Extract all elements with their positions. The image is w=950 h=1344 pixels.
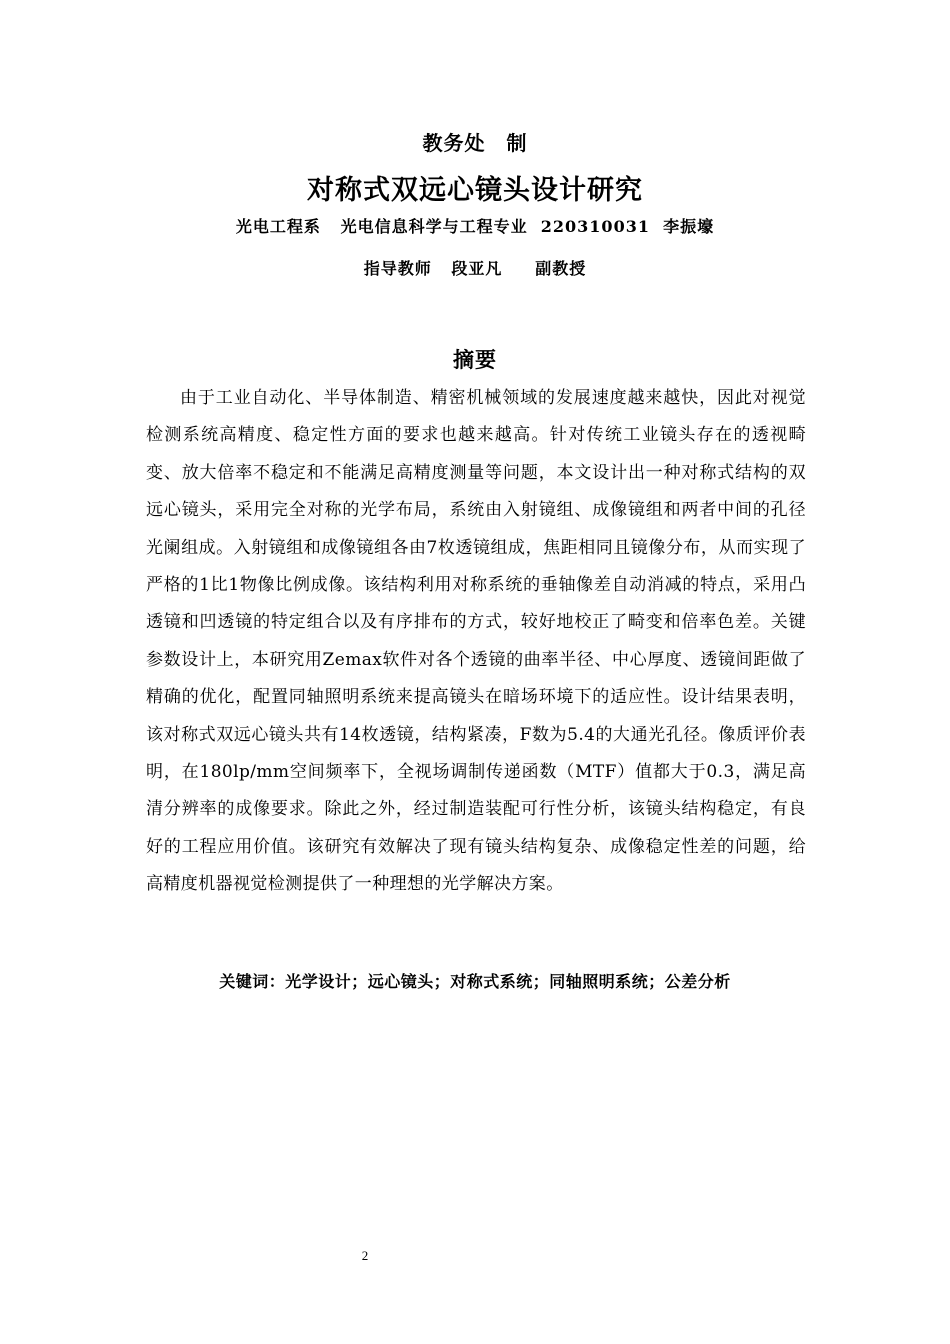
advisor-label: 指导教师: [363, 259, 432, 278]
author-department: 光电工程系: [235, 217, 321, 236]
advisor-line: [0, 256, 950, 279]
author-major: 光电信息科学与工程专业: [340, 217, 528, 236]
advisor-rank: 副教授: [535, 259, 587, 278]
page-number: 2: [361, 1248, 369, 1263]
keywords-line: 关键词：光学设计；远心镜头；对称式系统；同轴照明系统；公差分析: [219, 972, 731, 991]
author-name: 李振壕: [663, 217, 715, 236]
advisor-name: 段亚凡: [451, 259, 503, 278]
author-student-id: 220310031: [540, 217, 650, 236]
abstract-body: 由于工业自动化、半导体制造、精密机械领域的发展速度越来越快，因此对视觉检测系统高精度、稳定性方面的要求也越来越高。针对传统工业镜头存在的透视畸变、放大倍率不稳定和不能满足高精度测量等问题，本文设计出一种对称式结构的双远心镜头，采用完全对称的光学布局，系统由入射镜组、成像镜组和两者中间的孔径光阑组成。入射镜组和成像镜组各由7枚透镜组成，焦距相同且镜像分布，从而实现了严格的1比1物像比例成像。该结构利用对称系统的垂轴像差自动消减的特点，采用凸透镜和凹透镜的特定组合以及有序排布的方式，较好地校正了畸变和倍率色差。关键参数设计上，本研究用Zemax软件对各个透镜的曲率半径、中心厚度、透镜间距做了精确的优化，配置同轴照明系统来提高镜头在暗场环境下的适应性。设计结果表明，该对称式双远心镜头共有14枚透镜，结构紧凑，F数为5.4的大通光孔径。像质评价表明，在180lp/mm空间频率下，全视场调制传递函数（MTF）值都大于0.3，满足高清分辨率的成像要求。除此之外，经过制造装配可行性分析，该镜头结构稳定，有良好的工程应用价值。该研究有效解决了现有镜头结构复杂、成像稳定性差的问题，给高精度机器视觉检测提供了一种理想的光学解决方案。: [146, 388, 806, 895]
abstract-heading: 摘要: [453, 348, 497, 372]
issuing-office: 教务处 制: [422, 131, 528, 155]
author-line: [0, 214, 950, 237]
thesis-title: 对称式双远心镜头设计研究: [307, 175, 643, 206]
